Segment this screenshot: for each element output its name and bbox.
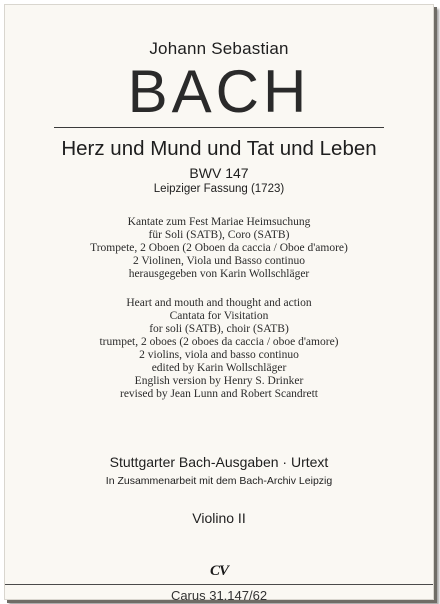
- score-cover: [4, 4, 434, 603]
- carus-logo-icon: CV: [209, 563, 228, 579]
- collaboration-note: In Zusammenarbeit mit dem Bach-Archiv Leipzig: [105, 475, 333, 487]
- description-line: Cantata for Visitation: [169, 310, 269, 322]
- bwv-number: BWV 147: [189, 165, 249, 181]
- english-description: [5, 297, 433, 401]
- description-line: herausgegeben von Karin Wollschläger: [128, 268, 310, 280]
- description-line: English version by Henry S. Drinker: [134, 375, 304, 387]
- description-line: trumpet, 2 oboes (2 oboes da caccia / oboe d'amore): [99, 336, 339, 348]
- description-line: revised by Jean Lunn and Robert Scandrett: [120, 388, 318, 400]
- footer-divider: [5, 584, 433, 585]
- description-line: 2 violins, viola and basso continuo: [139, 349, 299, 361]
- edition-series: Stuttgarter Bach-Ausgaben · Urtext: [109, 454, 329, 470]
- description-line: Kantate zum Fest Mariae Heimsuchung: [127, 216, 311, 228]
- composer-surname: BACH: [127, 58, 311, 125]
- description-line: edited by Karin Wollschläger: [151, 362, 287, 374]
- description-line: Trompete, 2 Oboen (2 Oboen da caccia / Oboe d'amore): [90, 242, 348, 254]
- work-title: Herz und Mund und Tat und Leben: [61, 137, 377, 160]
- catalog-number: Carus 31.147/62: [170, 588, 268, 603]
- title-divider: [54, 127, 384, 128]
- german-description: [5, 216, 433, 281]
- version-note: Leipziger Fassung (1723): [153, 183, 285, 195]
- description-line: 2 Violinen, Viola und Basso continuo: [133, 255, 305, 267]
- description-line: for soli (SATB), choir (SATB): [149, 323, 289, 335]
- instrument-part: Violino II: [192, 510, 246, 526]
- description-line: Heart and mouth and thought and action: [126, 297, 312, 309]
- description-line: für Soli (SATB), Coro (SATB): [148, 229, 290, 241]
- composer-first-names: Johann Sebastian: [149, 39, 289, 58]
